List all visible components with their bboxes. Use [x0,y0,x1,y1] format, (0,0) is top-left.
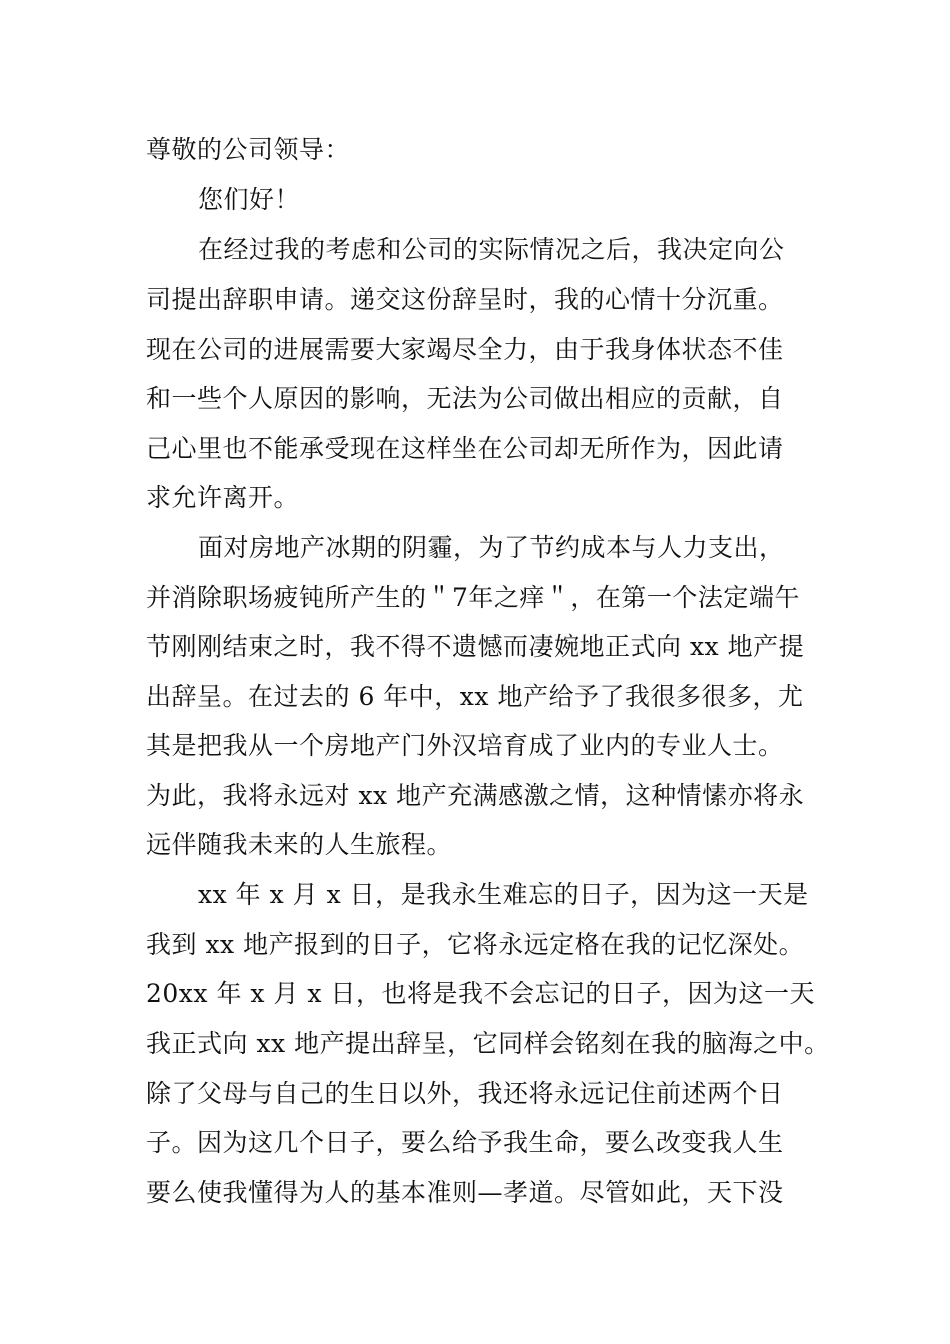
paragraph-line: 己心里也不能承受现在这样坐在公司却无所作为，因此请 [146,434,784,463]
paragraph-line: 出辞呈。在过去的 6 年中，xx 地产给予了我很多很多，尤 [146,682,804,711]
greeting: 您们好！ [198,185,301,214]
paragraph-line: 求允许离开。 [146,483,300,512]
paragraph-line: 司提出辞职申请。递交这份辞呈时，我的心情十分沉重。 [146,285,784,314]
paragraph-line: 除了父母与自己的生日以外，我还将永远记住前述两个日 [146,1079,784,1108]
paragraph-line: 要么使我懂得为人的基本准则—孝道。尽管如此，天下没 [146,1178,784,1207]
paragraph-line: 为此，我将永远对 xx 地产充满感激之情，这种情愫亦将永 [146,781,805,810]
paragraph-line: 子。因为这几个日子，要么给予我生命，要么改变我人生 [146,1128,784,1157]
paragraph-line: 远伴随我未来的人生旅程。 [146,830,453,859]
salutation: 尊敬的公司领导： [146,135,351,164]
paragraph-line: 我到 xx 地产报到的日子，它将永远定格在我的记忆深处。 [146,930,805,959]
paragraph-line: xx 年 x 月 x 日，是我永生难忘的日子，因为这一天是 [198,880,809,909]
paragraph-line: 面对房地产冰期的阴霾，为了节约成本与人力支出， [198,533,785,562]
paragraph-line: 并消除职场疲钝所产生的＂7年之痒＂，在第一个法定端午 [146,583,800,612]
paragraph-line: 其是把我从一个房地产门外汉培育成了业内的专业人士。 [146,731,784,760]
paragraph-line: 在经过我的考虑和公司的实际情况之后，我决定向公 [198,235,785,264]
paragraph-line: 20xx 年 x 月 x 日，也将是我不会忘记的日子，因为这一天 [146,979,815,1008]
paragraph-line: 我正式向 xx 地产提出辞呈，它同样会铭刻在我的脑海之中。 [146,1029,830,1058]
paragraph-line: 和一些个人原因的影响，无法为公司做出相应的贡献，自 [146,384,784,413]
paragraph-line: 节刚刚结束之时，我不得不遗憾而凄婉地正式向 xx 地产提 [146,632,805,661]
paragraph-line: 现在公司的进展需要大家竭尽全力，由于我身体状态不佳 [146,335,784,364]
